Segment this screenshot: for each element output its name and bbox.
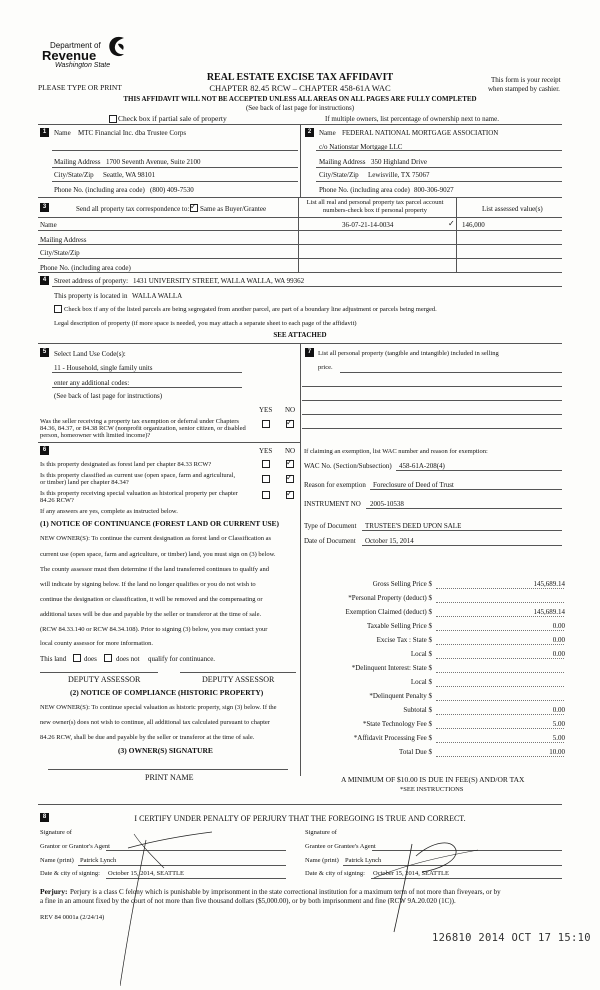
partial-sale-label: Check box if partial sale of property	[118, 114, 227, 123]
compliance-line: NEW OWNER(S): To continue special valuation as historic property, sign (3) below. If the	[40, 704, 277, 711]
amount-value[interactable]: 5.00	[552, 734, 565, 742]
parcel-number[interactable]: 36-07-21-14-0034	[342, 221, 394, 229]
continuance-line: will indicate by signing below. If the land no longer qualifies or you do not wish to	[40, 581, 256, 588]
seller-mailing-label: Mailing Address	[54, 158, 101, 166]
grantee-date-label: Date & city of signing:	[305, 870, 365, 877]
print-name-label: PRINT NAME	[145, 773, 194, 782]
grantee-signature	[372, 836, 482, 936]
historic-yes-checkbox[interactable]	[262, 491, 270, 499]
certify-statement: I CERTIFY UNDER PENALTY OF PERJURY THAT THE FOREGOING IS TRUE AND CORRECT.	[134, 814, 466, 823]
legal-description-label: Legal description of property (if more space is needed, you may attach a separate sheet to each page of the affidavit)	[54, 320, 357, 327]
amount-value[interactable]: 0.00	[552, 650, 565, 658]
amount-label: *Delinquent Interest: State $	[351, 664, 432, 672]
owner-signature-title: (3) OWNER(S) SIGNATURE	[118, 746, 213, 755]
land-use-value[interactable]: 11 - Household, single family units	[54, 364, 153, 372]
doc-type-label: Type of Document	[304, 522, 357, 530]
see-instructions: *SEE INSTRUCTIONS	[400, 786, 464, 793]
form-title: REAL ESTATE EXCISE TAX AFFIDAVIT	[206, 72, 394, 83]
claiming-exemption-label: If claiming an exemption, list WAC number and reason for exemption:	[304, 448, 488, 455]
instrument-label: INSTRUMENT NO	[304, 500, 361, 508]
amount-label: *Delinquent Penalty $	[369, 692, 432, 700]
amount-value[interactable]: 0.00	[552, 622, 565, 630]
buyer-mailing-label: Mailing Address	[319, 158, 366, 166]
tax-city-label: City/State/Zip	[40, 249, 80, 257]
forest-land-question: Is this property designated as forest land per chapter 84.33 RCW?	[40, 461, 212, 468]
continuance-line: additional taxes will be due and payable by the seller or transferor at the time of sale.	[40, 611, 262, 618]
compliance-line: 84.26 RCW, shall be due and payable by the seller or transferor at the time of sale.	[40, 734, 255, 741]
amount-label: Local $	[410, 650, 432, 658]
street-address-label: Street address of property:	[54, 277, 129, 285]
section-3-badge: 3	[40, 203, 49, 212]
section-4-badge: 4	[40, 276, 49, 285]
buyer-mailing-value[interactable]: 350 Highland Drive	[371, 158, 427, 166]
seller-name-label: Name	[54, 129, 71, 137]
current-use-no-check-icon: ✓	[286, 473, 293, 482]
instrument-value[interactable]: 2005-10538	[370, 500, 404, 508]
amount-label: Subtotal $	[403, 706, 432, 714]
exemption-no-check-icon: ✓	[286, 418, 293, 427]
section-5-badge: 5	[40, 348, 49, 357]
tax-name-label: Name	[40, 221, 57, 229]
exemption-question: Was the seller receiving a property tax exemption or deferral under Chapters 84.36, 84.37, or 84.38 RCW (nonprofit organization, senior citizen, or disabled person, homeowner with limited income)?	[40, 418, 246, 439]
wac-label: WAC No. (Section/Subsection)	[304, 462, 392, 470]
logo-swirl-icon	[106, 34, 128, 60]
grantee-name-label: Name (print)	[305, 857, 339, 864]
seller-city-value[interactable]: Seattle, WA 98101	[103, 171, 156, 179]
exemption-yes-checkbox[interactable]	[262, 420, 270, 428]
seller-city-label: City/State/Zip	[54, 171, 94, 179]
compliance-title: (2) NOTICE OF COMPLIANCE (HISTORIC PROPERTY)	[70, 688, 264, 697]
grantee-date-value[interactable]: October 15, 2014, SEATTLE	[373, 870, 450, 877]
street-address-value[interactable]: 1431 UNIVERSITY STREET, WALLA WALLA, WA 99362	[133, 277, 305, 285]
assessed-value[interactable]: 146,000	[462, 221, 485, 229]
section-2-badge: 2	[305, 128, 314, 137]
s6-yes-header: YES	[259, 447, 273, 455]
form-warning: THIS AFFIDAVIT WILL NOT BE ACCEPTED UNLESS ALL AREAS ON ALL PAGES ARE FULLY COMPLETED	[123, 95, 477, 103]
cashier-stamp: 126810 2014 OCT 17 15:10	[432, 932, 591, 944]
buyer-name-label: Name	[319, 129, 336, 137]
grantee-sig-label-1: Signature of	[305, 829, 337, 836]
grantor-signature	[120, 830, 240, 990]
this-land-label: This land	[40, 655, 67, 663]
grantor-name-value[interactable]: Patrick Lynch	[80, 857, 117, 864]
perjury-text-2: a fine in an amount fixed by the court of not more than five thousand dollars ($5,000.00), or by both imprisonment and fine (RCW 9A.20.020 (1C)).	[40, 897, 456, 905]
grantee-name-value[interactable]: Patrick Lynch	[345, 857, 382, 864]
multiple-owners-note: If multiple owners, list percentage of ownership next to name.	[325, 115, 499, 123]
minimum-fee-note: A MINIMUM OF $10.00 IS DUE IN FEE(S) AND/OR TAX	[341, 775, 525, 784]
qualify-label: qualify for continuance.	[148, 655, 216, 663]
grantor-name-label: Name (print)	[40, 857, 74, 864]
grantor-date-label: Date & city of signing:	[40, 870, 100, 877]
amount-label: Exemption Claimed (deduct) $	[345, 608, 432, 616]
logo-line3: Washington State	[55, 62, 111, 69]
segregated-label: Check box if any of the listed parcels are being segregated from another parcel, are part of a boundary line adjustment or parcels being merged.	[64, 306, 437, 313]
section-6-badge: 6	[40, 446, 49, 455]
parcel-list-header: List all real and personal property tax parcel account numbers-check box if personal property	[306, 199, 444, 214]
tax-phone-label: Phone No. (including area code)	[40, 264, 131, 272]
buyer-phone-label: Phone No. (including area code)	[319, 186, 410, 194]
reason-label: Reason for exemption	[304, 481, 366, 489]
section-7-badge: 7	[305, 348, 314, 357]
see-attached: SEE ATTACHED	[273, 331, 327, 339]
partial-sale-checkbox[interactable]	[109, 115, 117, 123]
if-yes-note: If any answers are yes, complete as instructed below.	[40, 508, 178, 515]
tax-mailing-label: Mailing Address	[40, 236, 87, 244]
continuance-line: NEW OWNER(S): To continue the current designation as forest land or Classification as	[40, 535, 272, 542]
amount-value[interactable]: 0.00	[552, 706, 565, 714]
buyer-name-value[interactable]: FEDERAL NATIONAL MORTGAGE ASSOCIATION	[342, 129, 499, 137]
wac-value[interactable]: 458-61A-208(4)	[399, 462, 445, 470]
logo-line2: Revenue	[42, 48, 97, 63]
personal-property-price: price.	[318, 364, 333, 371]
send-tax-label: Send all property tax correspondence to:	[76, 205, 190, 213]
receipt-note-2: when stamped by cashier.	[488, 85, 560, 93]
amount-label: *Affidavit Processing Fee $	[353, 734, 432, 742]
continuance-line: (RCW 84.33.140 or RCW 84.34.108). Prior to signing (3) below, you may contact your	[40, 626, 268, 633]
compliance-line: new owner(s) does not wish to continue, all additional tax calculated pursuant to chapter	[40, 719, 270, 726]
historic-question: Is this property receiving special valuation as historical property per chapter 84.26 RCW?	[40, 490, 238, 504]
grantor-date-value[interactable]: October 15, 2014, SEATTLE	[108, 870, 185, 877]
amount-label: Total Due $	[399, 748, 432, 756]
please-type: PLEASE TYPE OR PRINT	[38, 83, 122, 92]
same-as-buyer-label: Same as Buyer/Grantee	[200, 205, 267, 213]
amount-value[interactable]: 145,689.14	[533, 580, 565, 588]
amount-value[interactable]: 5.00	[552, 720, 565, 728]
logo-line1: Department of	[50, 41, 101, 50]
seller-phone-value[interactable]: (800) 409-7530	[150, 186, 194, 194]
s6-no-header: NO	[285, 447, 296, 455]
doc-date-label: Date of Document	[304, 537, 356, 545]
buyer-city-value[interactable]: Lewisville, TX 75067	[368, 171, 430, 179]
forest-no-check-icon: ✓	[286, 458, 293, 467]
logo	[38, 32, 128, 74]
amount-label: *State Technology Fee $	[362, 720, 432, 728]
land-use-label: Select Land Use Code(s):	[54, 350, 126, 358]
located-label: This property is located in	[54, 292, 128, 300]
personal-property-check-icon: ✓	[448, 219, 455, 228]
continuance-line: continue the designation or classification, it will be removed and the compensating or	[40, 596, 263, 603]
perjury-label: Perjury:	[40, 887, 68, 896]
continuance-line: local county assessor for more information.	[40, 640, 153, 647]
buyer-city-label: City/State/Zip	[319, 171, 359, 179]
land-use-see-back: (See back of last page for instructions)	[54, 392, 163, 400]
continuance-title: (1) NOTICE OF CONTINUANCE (FOREST LAND OR CURRENT USE)	[40, 519, 280, 528]
additional-codes-label: enter any additional codes:	[54, 379, 130, 387]
s5-yes-header: YES	[259, 406, 273, 414]
reason-value[interactable]: Foreclosure of Deed of Trust	[373, 481, 454, 489]
amount-value[interactable]: 145,689.14	[533, 608, 565, 616]
seller-phone-label: Phone No. (including area code)	[54, 186, 145, 194]
amount-label: Gross Selling Price $	[372, 580, 432, 588]
personal-property-label: List all personal property (tangible and intangible) included in selling	[318, 350, 499, 357]
seller-mailing-value[interactable]: 1700 Seventh Avenue, Suite 2100	[106, 158, 201, 166]
grantee-sig-label-2: Grantee or Grantee's Agent	[305, 843, 376, 850]
does-not-checkbox[interactable]	[104, 654, 112, 662]
forest-yes-checkbox[interactable]	[262, 460, 270, 468]
doc-date-value[interactable]: October 15, 2014	[365, 537, 414, 545]
form-see-back: (See back of last page for instructions)	[245, 104, 355, 112]
s5-no-header: NO	[285, 406, 296, 414]
deputy-assessor-1: DEPUTY ASSESSOR	[68, 675, 141, 684]
form-chapter: CHAPTER 82.45 RCW – CHAPTER 458-61A WAC	[209, 83, 391, 93]
amount-label: *Personal Property (deduct) $	[348, 594, 432, 602]
does-label: does	[84, 655, 97, 663]
deputy-assessor-2: DEPUTY ASSESSOR	[202, 675, 275, 684]
amount-value[interactable]: 10.00	[549, 748, 565, 756]
assessed-header: List assessed value(s)	[482, 205, 543, 213]
section-1-badge: 1	[40, 128, 49, 137]
same-as-buyer-check-icon: ✓	[190, 202, 197, 211]
segregated-checkbox[interactable]	[54, 305, 62, 313]
buyer-name-value-2[interactable]: c/o Nationstar Mortgage LLC	[319, 143, 403, 151]
grantor-sig-label-1: Signature of	[40, 829, 72, 836]
receipt-note-1: This form is your receipt	[491, 76, 561, 84]
amount-label: Taxable Selling Price $	[366, 622, 432, 630]
does-not-label: does not	[116, 655, 140, 663]
seller-name-value[interactable]: MTC Financial Inc. dba Trustee Corps	[78, 129, 187, 137]
doc-type-value[interactable]: TRUSTEE'S DEED UPON SALE	[365, 522, 462, 530]
rev-number: REV 84 0001a (2/24/14)	[40, 914, 105, 921]
continuance-line: The county assessor must then determine if the land transferred continues to qualify and	[40, 566, 270, 573]
amount-label: Local $	[410, 678, 432, 686]
current-use-question: Is this property classified as current use (open space, farm and agricultural, or timber) land per chapter 84.34?	[40, 472, 236, 486]
amount-label: Excise Tax : State $	[376, 636, 432, 644]
section-8-badge: 8	[40, 813, 49, 822]
located-value[interactable]: WALLA WALLA	[132, 292, 183, 300]
continuance-line: current use (open space, farm and agriculture, or timber) land, you must sign on (3) below.	[40, 551, 276, 558]
amount-value[interactable]: 0.00	[552, 636, 565, 644]
perjury-text-1: Perjury is a class C felony which is punishable by imprisonment in the state correctional institution for a maximum term of not more than fiveyears, or by	[70, 888, 501, 896]
grantor-sig-label-2: Grantor or Grantor's Agent	[40, 843, 110, 850]
current-use-yes-checkbox[interactable]	[262, 475, 270, 483]
buyer-phone-value[interactable]: 800-306-9027	[414, 186, 454, 194]
historic-no-check-icon: ✓	[286, 489, 293, 498]
does-checkbox[interactable]	[73, 654, 81, 662]
